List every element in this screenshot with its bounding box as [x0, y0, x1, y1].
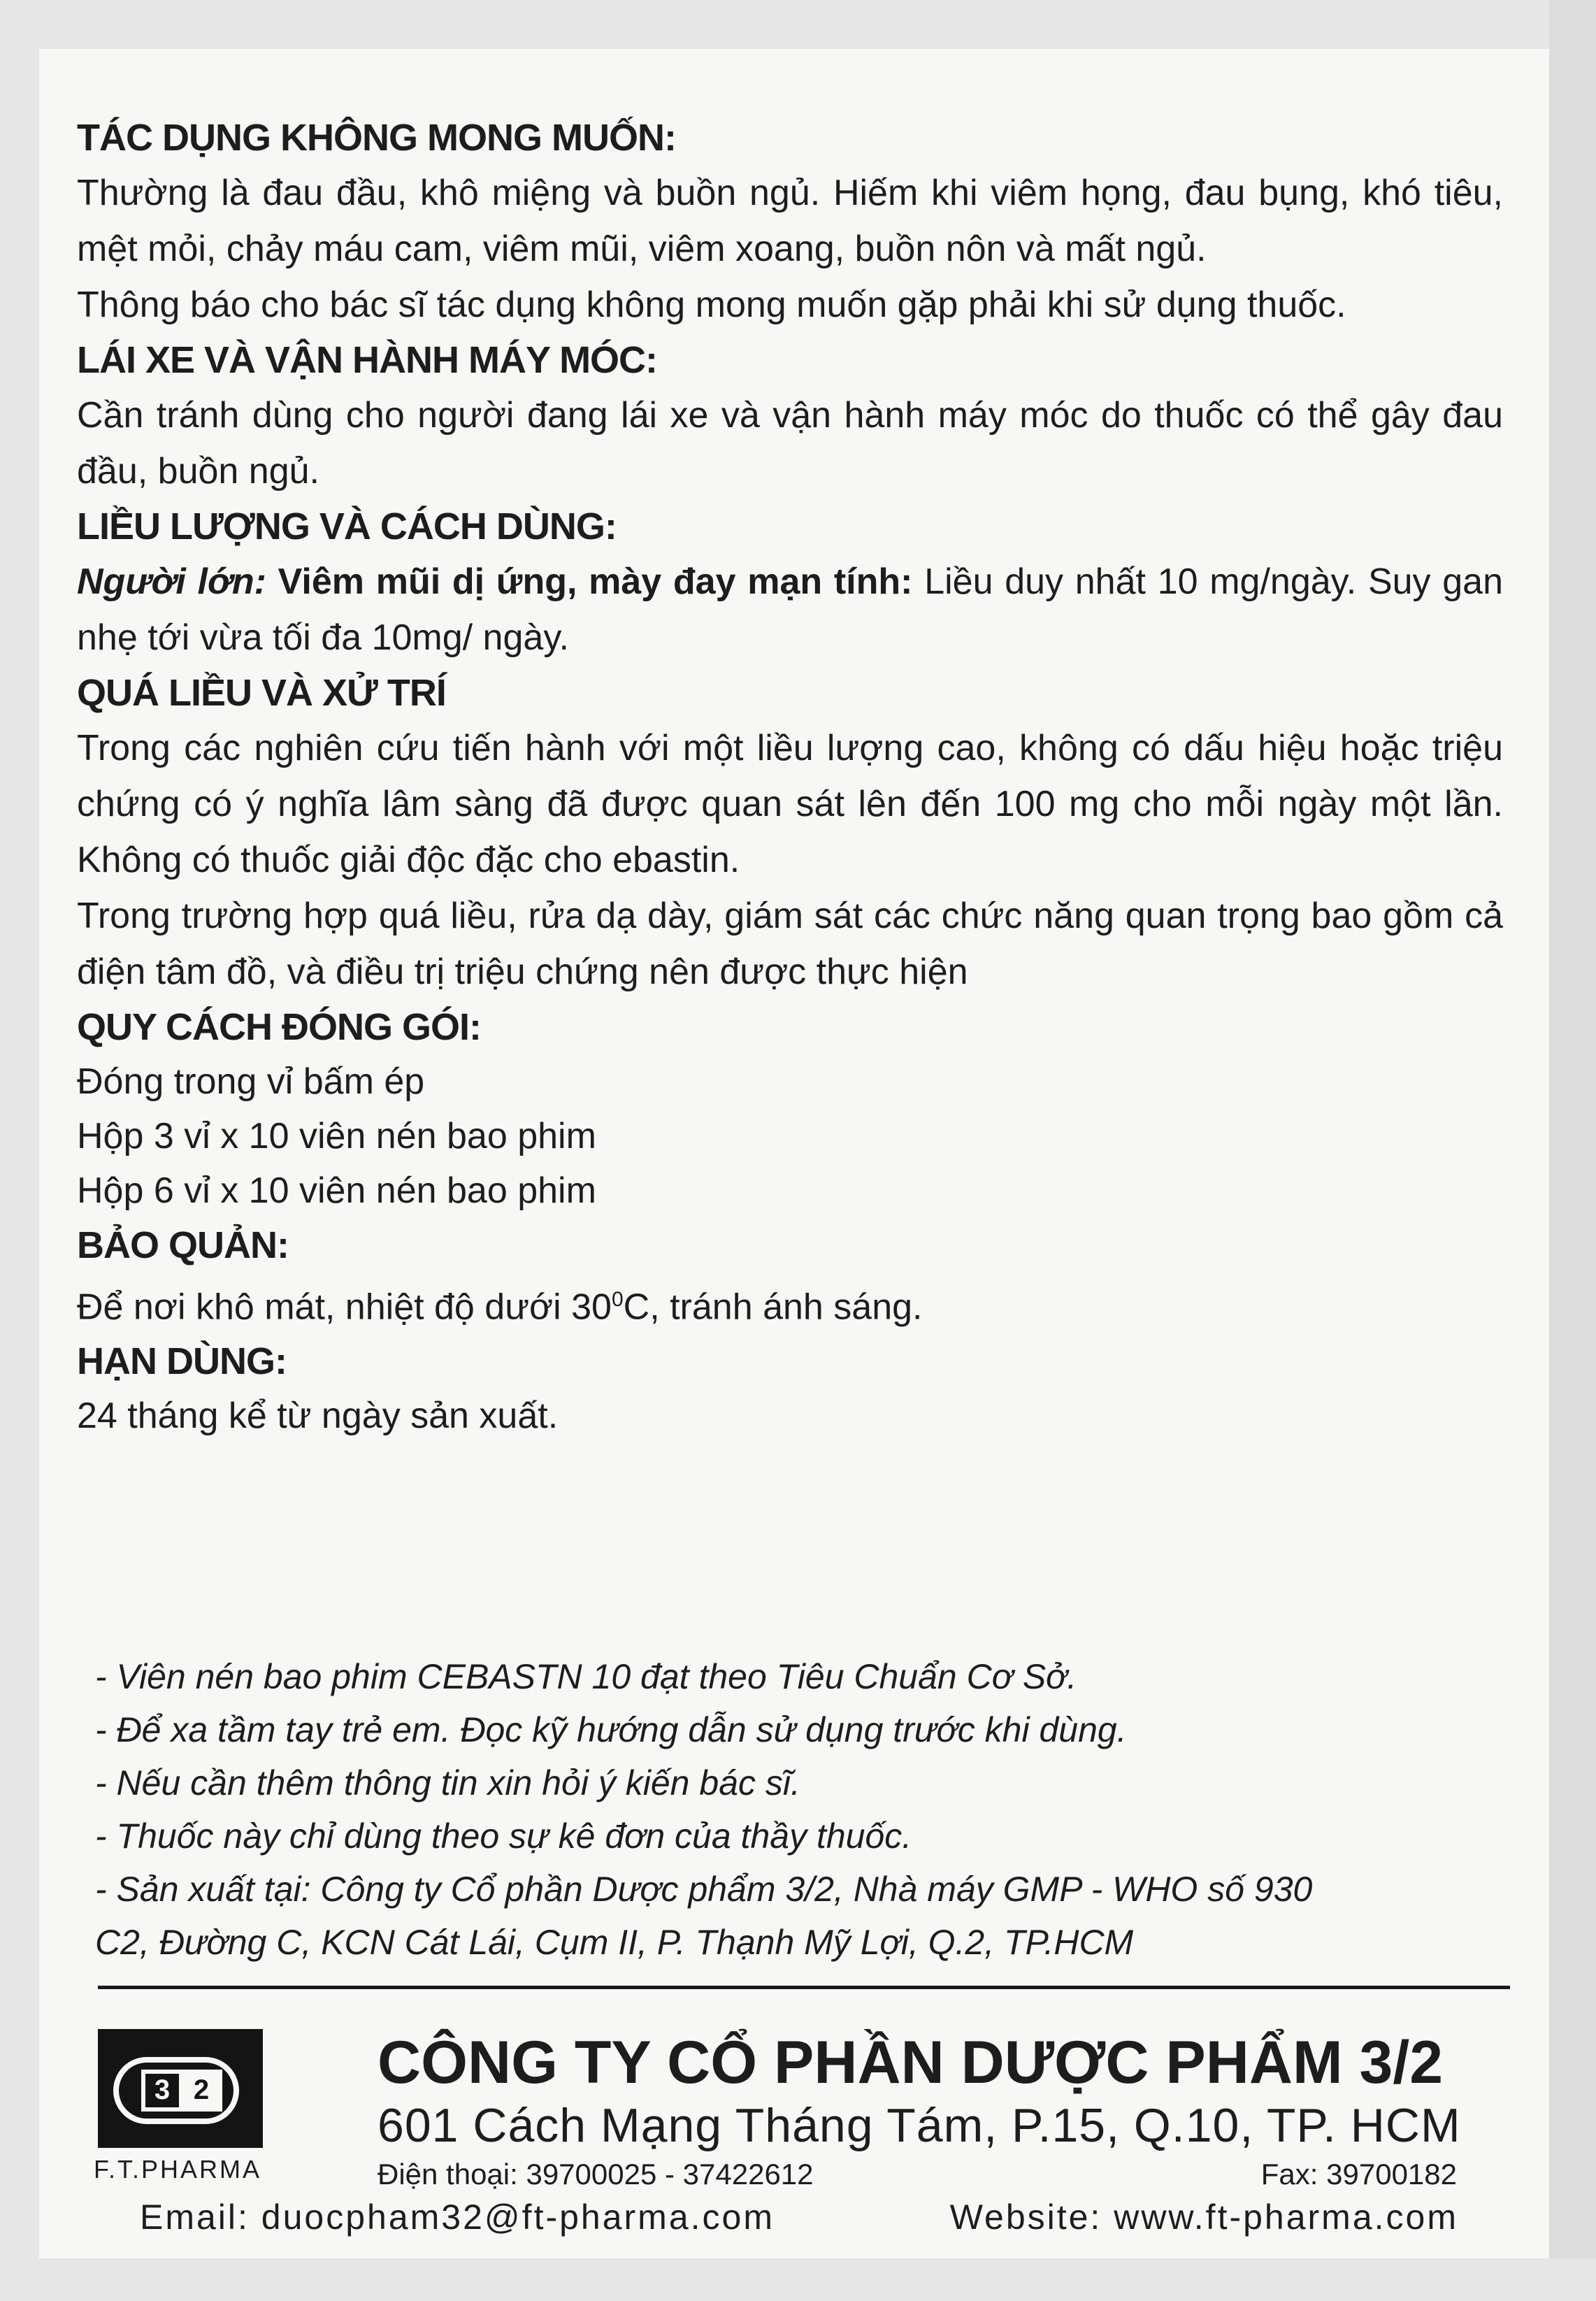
- leaflet-body: [77, 110, 1503, 1443]
- driving-paragraph: Cần tránh dùng cho người đang lái xe và vận hành máy móc do thuốc có thể gây đau đầu, buồn ngủ.: [77, 395, 1503, 492]
- dosage-heading: LIỀU LƯỢNG VÀ CÁCH DÙNG:: [77, 506, 617, 547]
- scan-border-right: [1549, 0, 1596, 2301]
- company-fax: Fax: 39700182: [1260, 2158, 1457, 2191]
- leaflet-page: [39, 49, 1549, 2258]
- logo-letter: 3: [141, 2070, 183, 2112]
- expiry-text: 24 tháng kể từ ngày sản xuất.: [77, 1396, 559, 1437]
- dose-text: Liều duy nhất 10 mg/ngày. Suy gan nhẹ tới vừa tối đa 10mg/ ngày.: [77, 561, 1504, 658]
- packaging-line: Đóng trong vỉ bấm ép: [77, 1061, 425, 1102]
- company-email: Email: duocpham32@ft-pharma.com: [140, 2198, 775, 2237]
- indication-text: Viêm mũi dị ứng, mày đay mạn tính:: [278, 561, 913, 602]
- expiry-heading: HẠN DÙNG:: [77, 1340, 287, 1383]
- driving-heading: LÁI XE VÀ VẬN HÀNH MÁY MÓC:: [77, 339, 658, 381]
- company-name: CÔNG TY CỔ PHẦN DƯỢC PHẨM 3/2: [378, 2029, 1444, 2096]
- overdose-paragraph: Trong các nghiên cứu tiến hành với một liều lượng cao, không có dấu hiệu hoặc triệu chứng có ý nghĩa lâm sàng đã được quan sát lên đến 100 mg cho mỗi ngày một lần. Không có thuốc giải độc đặc cho ebastin.: [77, 728, 1503, 880]
- packaging-line: Hộp 3 vỉ x 10 viên nén bao phim: [77, 1116, 596, 1156]
- company-logo: [98, 2029, 263, 2148]
- packaging-heading: QUY CÁCH ĐÓNG GÓI:: [77, 1006, 482, 1048]
- side-effects-paragraph: Thường là đau đầu, khô miệng và buồn ngủ. Hiếm khi viêm họng, đau bụng, khó tiêu, mệt mỏi, chảy máu cam, viêm mũi, viêm xoang, buồn nôn và mất ngủ.: [77, 173, 1503, 269]
- scan-border-left: [0, 0, 39, 2301]
- scan-border-bottom: [0, 2258, 1596, 2301]
- scan-border-top: [0, 0, 1596, 49]
- side-effects-report-paragraph: Thông báo cho bác sĩ tác dụng không mong muốn gặp phải khi sử dụng thuốc.: [77, 285, 1346, 325]
- logo-letter: 2: [180, 2070, 222, 2112]
- note-item: - Để xa tầm tay trẻ em. Đọc kỹ hướng dẫn sử dụng trước khi dùng.: [95, 1710, 1127, 1749]
- footer-divider: [98, 1986, 1510, 1989]
- note-item: - Viên nén bao phim CEBASTN 10 đạt theo Tiêu Chuẩn Cơ Sở.: [95, 1657, 1077, 1696]
- company-phone: Điện thoại: 39700025 - 37422612: [378, 2158, 814, 2191]
- adult-label: Người lớn:: [77, 561, 266, 602]
- note-item: C2, Đường C, KCN Cát Lái, Cụm II, P. Thạnh Mỹ Lợi, Q.2, TP.HCM: [95, 1923, 1134, 1962]
- company-address: 601 Cách Mạng Tháng Tám, P.15, Q.10, TP. HCM: [378, 2099, 1461, 2152]
- note-item: - Nếu cần thêm thông tin xin hỏi ý kiến bác sĩ.: [95, 1763, 800, 1802]
- note-item: - Sản xuất tại: Công ty Cổ phần Dược phẩm 3/2, Nhà máy GMP - WHO số 930: [95, 1870, 1313, 1909]
- note-item: - Thuốc này chỉ dùng theo sự kê đơn của thầy thuốc.: [95, 1816, 912, 1856]
- storage-text: Để nơi khô mát, nhiệt độ dưới $30^0C$, tránh ánh sáng.: [77, 1286, 923, 1328]
- overdose-treatment-paragraph: Trong trường hợp quá liều, rửa dạ dày, giám sát các chức năng quan trọng bao gồm cả điện tâm đồ, và điều trị triệu chứng nên được thực hiện: [77, 896, 1503, 992]
- logo-caption: F.T.PHARMA: [94, 2155, 262, 2184]
- storage-heading: BẢO QUẢN:: [77, 1224, 289, 1266]
- side-effects-heading: TÁC DỤNG KHÔNG MONG MUỐN:: [77, 117, 676, 159]
- notes-list: [95, 1650, 1514, 1969]
- company-website: Website: www.ft-pharma.com: [949, 2198, 1458, 2237]
- overdose-heading: QUÁ LIỀU VÀ XỬ TRÍ: [77, 672, 446, 714]
- dosage-paragraph: [77, 554, 1503, 666]
- packaging-line: Hộp 6 vỉ x 10 viên nén bao phim: [77, 1170, 596, 1211]
